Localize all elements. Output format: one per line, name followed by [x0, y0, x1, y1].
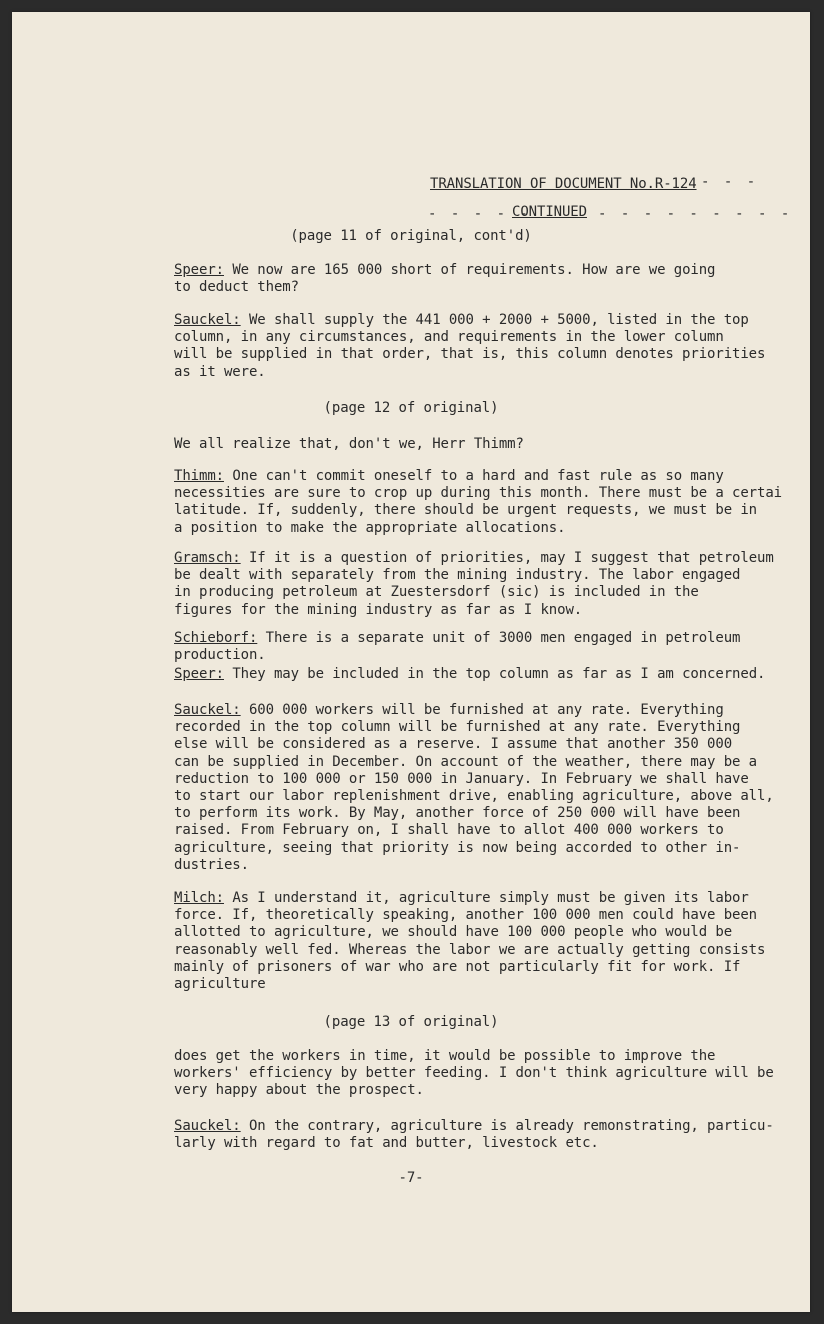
speaker-label: Speer:: [174, 666, 224, 682]
title-dashes: - - -: [701, 174, 759, 190]
page-marker-13: (page 13 of original): [323, 1014, 499, 1030]
document-title: TRANSLATION OF DOCUMENT No.R-124: [430, 176, 697, 192]
paragraph-sauckel-2: [174, 702, 794, 874]
speaker-label: Sauckel:: [174, 702, 241, 718]
paragraph-text: We now are 165 000 short of requirements. How are we going to deduct them?: [174, 262, 716, 296]
page-marker-12: (page 12 of original): [323, 400, 499, 416]
paragraph-gramsch: [174, 550, 794, 619]
page-marker-11: (page 11 of original, cont'd): [290, 228, 532, 244]
page-number: -7-: [398, 1170, 424, 1186]
paragraph-text: 600 000 workers will be furnished at any rate. Everything recorded in the top column will be furnished at any rate. Everything else will be considered as a reserve. I assume that another 350 000 can be supplied in December. On account of the weather, there may be a reduction to 100 000 or 150 000 in January. In February we shall have to start our labor replenishment drive, enabling agriculture, above all, to perform its work. By May, another force of 250 000 will have been raised. From February on, I shall have to allot 400 000 workers to agriculture, seeing that priority is now being accorded to other in- dustries.: [174, 702, 774, 873]
document-page: [12, 12, 810, 1312]
document-subtitle: CONTINUED: [512, 204, 587, 220]
paragraph-text: They may be included in the top column as far as I am concerned.: [223, 666, 766, 682]
paragraph-sauckel-1: [174, 312, 794, 381]
paragraph-text: does get the workers in time, it would be possible to improve the workers' efficiency by better feeding. I don't think agriculture will be very happy about the prospect.: [174, 1048, 774, 1099]
speaker-label: Sauckel:: [174, 312, 241, 328]
paragraph-text: If it is a question of priorities, may I suggest that petroleum be dealt with separately from the mining industry. The labor engaged in producing petroleum at Zuestersdorf (sic) is included in the figures for the mining industry as far as I know.: [174, 550, 774, 618]
subtitle-dashes-left: - - - - -: [428, 206, 531, 222]
speaker-label: Milch:: [174, 890, 224, 906]
paragraph-text: There is a separate unit of 3000 men engaged in petroleum production.: [174, 630, 741, 664]
paragraph-sauckel-3: [174, 1118, 794, 1152]
paragraph-speer-2: [174, 666, 794, 683]
speaker-label: Sauckel:: [174, 1118, 241, 1134]
speaker-label: Schieborf:: [174, 630, 258, 646]
speaker-label: Speer:: [174, 262, 224, 278]
paragraph-text: As I understand it, agriculture simply must be given its labor force. If, theoretically speaking, another 100 000 men could have been allotted to agriculture, we should have 100 000 people who would be reasonably well fed. Whereas the labor we are actually getting consists mainly of prisoners of war who are not particularly fit for work. If agriculture: [174, 890, 766, 993]
speaker-label: Gramsch:: [174, 550, 241, 566]
paragraph-text: One can't commit oneself to a hard and fast rule as so many necessities are sure to crop up during this month. There must be a certai latitude. If, suddenly, there should be urgent requests, we must be in a position to make the appropriate allocations.: [174, 468, 782, 536]
paragraph-speer-1: [174, 262, 794, 296]
paragraph-milch: [174, 890, 794, 993]
paragraph-text: We shall supply the 441 000 + 2000 + 5000, listed in the top column, in any circumstances, and requirements in the lower column will be supplied in that order, that is, this column denotes priorities as it were.: [174, 312, 766, 380]
speaker-label: Thimm:: [174, 468, 224, 484]
paragraph-text: On the contrary, agriculture is already remonstrating, particu- larly with regard to fat and butter, livestock etc.: [174, 1118, 774, 1152]
paragraph-continuation: [174, 1048, 794, 1100]
paragraph-text: We all realize that, don't we, Herr Thimm?: [174, 436, 524, 452]
subtitle-dashes-right: - - - - - - - - -: [598, 206, 793, 222]
paragraph-thimm: [174, 468, 794, 537]
paragraph-question: [174, 436, 794, 453]
paragraph-schieborf: [174, 630, 794, 664]
